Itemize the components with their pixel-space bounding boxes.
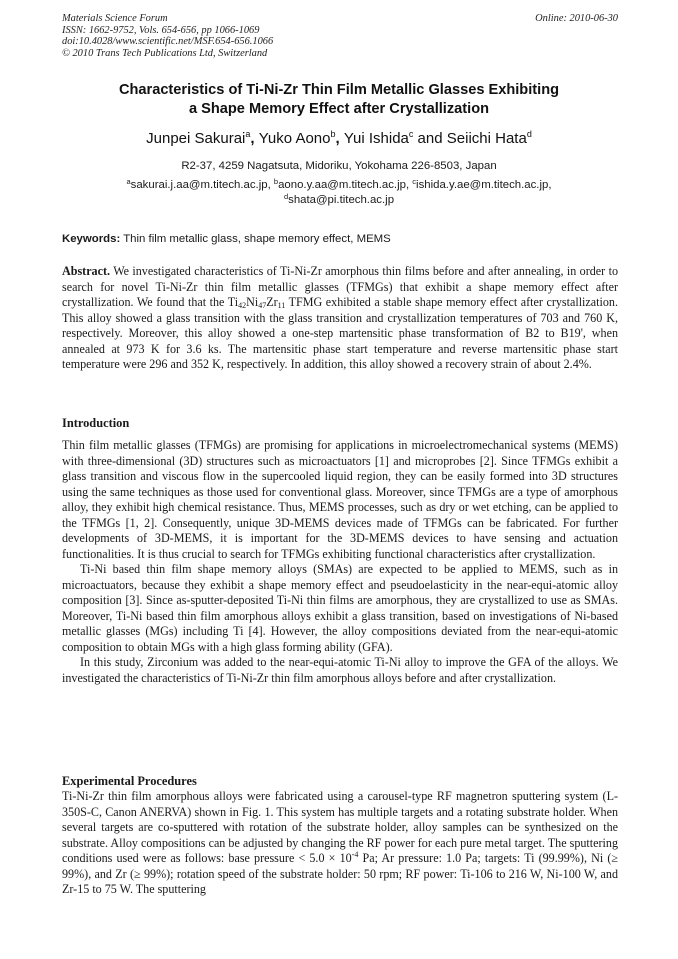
author-separator: ,: [335, 130, 344, 147]
doi-line: doi:10.4028/www.scientific.net/MSF.654-656.1066: [62, 36, 274, 48]
keywords: [62, 232, 618, 246]
author-name: Yui Ishida: [343, 130, 409, 147]
author-name: Junpei Sakurai: [146, 130, 246, 147]
author-superscript: a: [245, 129, 251, 139]
abstract-text-1: We investigated characteristics of Ti-Ni-Zr amorphous thin films before and after annealing, in order to search for novel Ti-Ni-Zr thin film metallic glasses (TFMGs) that exhibit a shape memory effect after crystallization. We found that the: [62, 264, 618, 309]
experimental-text-2: Pa; Ar pressure: 1.0 Pa; targets: Ti (99.99%), Ni (≥ 99%), and Zr (≥ 99%); rotation speed of the substrate holder: 50 rpm; RF power: Ti-106 to 216 W, Ni-100 W, and Zr-15 to 75 W. The sputtering: [62, 851, 618, 896]
affiliation: R2-37, 4259 Nagatsuta, Midoriku, Yokohama 226-8503, Japan: [181, 160, 497, 172]
email-line-1: $^a$sakurai.j.aa@m.titech.ac.jp, $^b$aono.y.aa@m.titech.ac.jp, $^c$ishida.y.ae@m.titech.ac.jp,: [126, 177, 552, 191]
copyright-line: © 2010 Trans Tech Publications Ltd, Switzerland: [62, 47, 268, 59]
paragraph: In this study, Zirconium was added to the near-equi-atomic Ti-Ni alloy to improve the GFA of the alloys. We investigated the characteristics of Ti-Ni-Zr thin film amorphous alloys before and after crystallization.: [62, 655, 618, 685]
email-a: sakurai.j.aa@m.titech.ac.jp,: [130, 179, 271, 191]
experimental-text-1: Ti-Ni-Zr thin film amorphous alloys were fabricated using a carousel-type RF magnetron sputtering system (L-350S-C, Canon ANERVA) shown in Fig. 1. This system has multiple targets and a rotating substrate holder. When several targets are co-sputtered with rotation of the substrate holder, alloy samples can be synthesized on the substrate. Alloy compositions can be adjusted by changing the RF power for each pure metal target. The sputtering conditions used were as follows: base pressure < 5.0 × 10: [62, 789, 618, 865]
alloy-formula: $Ti_{42}Ni_{47}Zr_{11}$: [227, 295, 286, 310]
online-date: Online: 2010-06-30: [535, 13, 618, 24]
author-superscript: c: [408, 129, 414, 139]
paragraph: [62, 789, 618, 898]
keywords-text: Thin film metallic glass, shape memory effect, MEMS: [123, 233, 391, 245]
email-c: ishida.y.ae@m.titech.ac.jp,: [416, 179, 552, 191]
section-heading-experimental: Experimental Procedures: [62, 774, 197, 788]
author-superscript: d: [526, 129, 532, 139]
exponent: -4: [351, 850, 359, 859]
abstract-text-2: TFMG exhibited a stable shape memory effect after crystallization. This alloy showed a glass transition with the glass transition and crystallization temperatures of 703 and 760 K, respectively. Moreover, this alloy showed a one-step martensitic phase transformation of B2 to B19', when annealed at 973 K for 3.6 ks. The martensitic phase start temperature and reverse martensitic phase start temperature were 296 and 352 K, respectively. In addition, this alloy showed a recovery strain of about 2.4%.: [62, 295, 618, 371]
paragraph: Thin film metallic glasses (TFMGs) are promising for applications in microelectromechanical systems (MEMS) with three-dimensional (3D) structures such as microactuators [1] and microprobes [2]. Since TFMGs exhibit a glass transition and viscous flow in the supercooled liquid region, they can be easily formed into 3D structures using the same techniques as those used for conventional glass. Moreover, since TFMGs are a type of amorphous alloy, they exhibit high chemical resistance. Thus, MEMS processes, such as dry or wet etching, can be applied to the TFMGs [1, 2]. Consequently, unique 3D-MEMS devices made of TFMGs can be fabricated. For further developments of 3D-MEMS, it is important for the 3D-MEMS devices to have sensing and actuation functionalities. It is thus crucial to search for TFMGs exhibiting functional characteristics after crystallization.: [62, 438, 618, 561]
author-name: Yuko Aono: [258, 130, 331, 147]
paper-title: [62, 81, 616, 118]
title-line-1: Characteristics of Ti-Ni-Zr Thin Film Metallic Glasses Exhibiting: [118, 82, 560, 98]
journal-name: Materials Science Forum: [62, 13, 168, 24]
author-emails: [62, 178, 616, 207]
author-separator: ,: [250, 130, 259, 147]
email-line-2: $^d$shata@pi.titech.ac.jp: [283, 191, 395, 206]
abstract-label: Abstract.: [62, 264, 111, 278]
author-separator: and: [413, 130, 447, 147]
experimental-body: [62, 789, 618, 898]
title-line-2: a Shape Memory Effect after Crystallization: [188, 100, 490, 117]
section-heading-introduction: Introduction: [62, 416, 130, 430]
author-name: Seiichi Hata: [446, 130, 527, 147]
introduction-body: [62, 438, 618, 686]
author-superscript: b: [330, 129, 336, 139]
paragraph: Ti-Ni based thin film shape memory alloys (SMAs) are expected to be applied to MEMS, such as in microactuators, because they exhibit a shape memory effect and pseudoelasticity in the near-equi-atomic alloy composition [3]. Since as-sputter-deposited Ti-Ni thin films are amorphous, they are crystallized to use as SMAs. Moreover, Ti-Ni based thin film amorphous alloys exhibit a glass transition, based on investigations of Ni-based metallic glasses (MGs) including Ti [4]. However, the alloy compositions deviated from the near-equi-atomic composition to obtain MGs with a high glass forming ability (GFA).: [62, 562, 618, 654]
email-b: aono.y.aa@m.titech.ac.jp,: [278, 179, 410, 191]
issn-line: ISSN: 1662-9752, Vols. 654-656, pp 1066-1069: [62, 24, 260, 36]
abstract: [62, 264, 618, 373]
keywords-label: Keywords:: [62, 233, 121, 245]
journal-header: [62, 13, 618, 59]
author-list: [62, 129, 616, 148]
email-d: shata@pi.titech.ac.jp: [288, 193, 395, 206]
